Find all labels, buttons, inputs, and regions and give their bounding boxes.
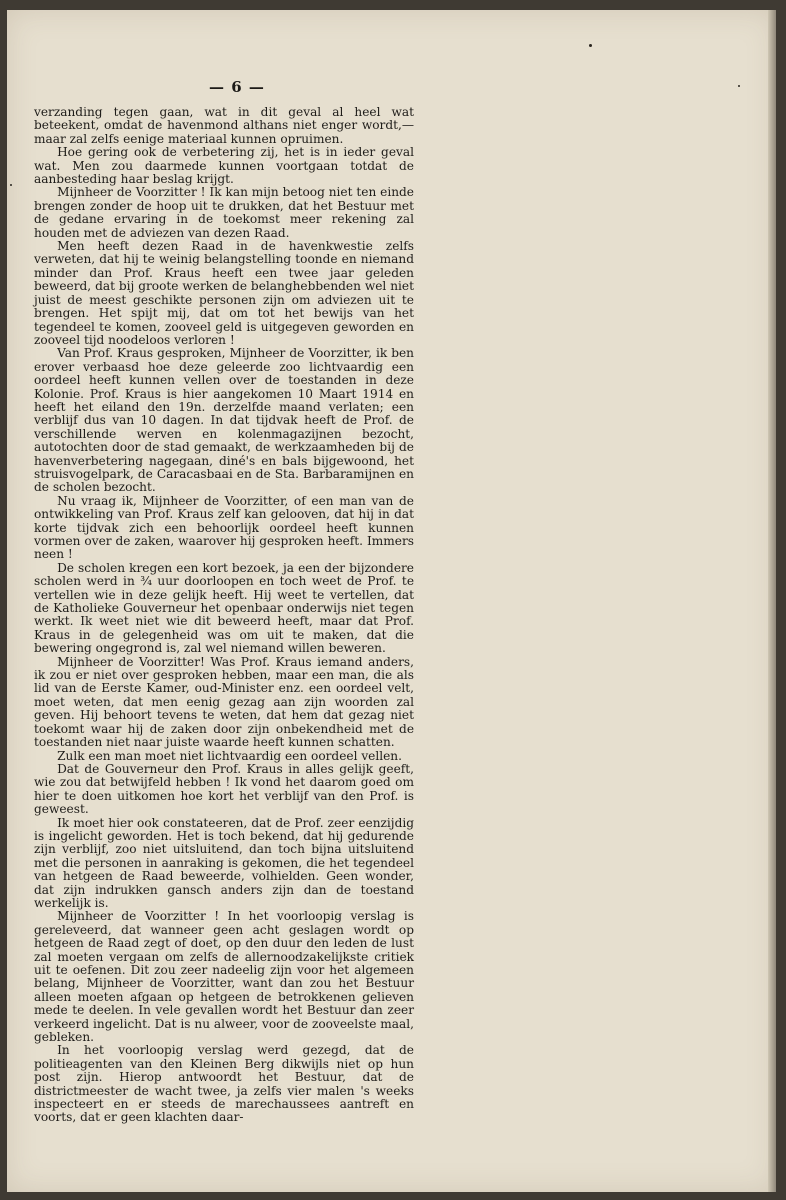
paragraph: In het voorloopig verslag werd gezegd, dat de politieagenten van den Kleinen Berg dikwijls niet op hun post zijn. Hierop antwoordt het Bestuur, dat de districtmeester de wacht twee, ja zelfs vier malen 's weeks inspecteert en er steeds de marechaussees aantreft en voorts, dat er geen klachten daar- [34, 1043, 414, 1125]
paragraph: De scholen kregen een kort bezoek, ja een der bijzondere scholen werd in ¾ uur doorloopen en toch weet de Prof. te vertellen wie in deze gelijk heeft. Hij weet te vertellen, dat de Katholieke Gouverneur het openbaar onderwijs niet tegen werkt. Ik weet niet wie dit beweerd heeft, maar dat Prof. Kraus in de gelegenheid was om uit te maken, dat die bewering ongegrond is, zal wel niemand willen beweren. [34, 560, 414, 656]
paragraph: Mijnheer de Voorzitter ! Ik kan mijn betoog niet ten einde brengen zonder de hoop uit te drukken, dat het Bestuur met de gedane ervaring in de toekomst meer rekening zal houden met de adviezen van dezen Raad. [34, 185, 414, 240]
paragraph: Men heeft dezen Raad in de havenkwestie zelfs verweten, dat hij te weinig belangstelling toonde en niemand minder dan Prof. Kraus heeft een twee jaar geleden beweerd, dat bij groote werken de belanghebbenden wel niet juist de meest geschikte personen zijn om adviezen uit te brengen. Het spijt mij, dat om tot het bewijs van het tegendeel te komen, zooveel geld is uitgegeven geworden en zooveel tijd noodeloos verloren ! [34, 239, 414, 347]
paragraph: Nu vraag ik, Mijnheer de Voorzitter, of een man van de ontwikkeling van Prof. Kraus zelf kan gelooven, dat hij in dat korte tijdvak zich een behoorlijk oordeel heeft kunnen vormen over de zaken, waarover hij gesproken heeft. Immers neen ! [34, 493, 414, 562]
paragraph: Mijnheer de Voorzitter ! In het voorloopig verslag is gereleveerd, dat wanneer geen acht geslagen wordt op hetgeen de Raad zegt of doet, op den duur den leden de lust zal moeten vergaan om zelfs de allernoodzakelijkste critiek uit te oefenen. Dit zou zeer nadeelig zijn voor het algemeen belang, Mijnheer de Voorzitter, want dan zou het Bestuur alleen moeten afgaan op hetgeen de betrokkenen gelieven mede te deelen. In vele gevallen wordt het Bestuur dan zeer verkeerd ingelicht. Dat is nu alweer, voor de zooveelste maal, gebleken. [34, 909, 414, 1045]
page-number: — 6 — [209, 78, 265, 96]
paragraph: Van Prof. Kraus gesproken, Mijnheer de Voorzitter, ik ben erover verbaasd hoe deze geleerde zoo lichtvaardig een oordeel heeft kunnen vellen over de toestanden in deze Kolonie. Prof. Kraus is hier aangekomen 10 Maart 1914 en heeft het eiland den 19n. derzelfde maand verlaten; een verblijf dus van 10 dagen. In dat tijdvak heeft de Prof. de verschillende werven en kolenmagazijnen bezocht, autotochten door de stad gemaakt, de werkzaamheden bij de havenverbetering nagegaan, diné's en bals bijgewoond, het struisvogelpark, de Caracasbaai en de Sta. Barbaramijnen en de scholen bezocht. [34, 346, 414, 495]
paragraph: verzanding tegen gaan, wat in dit geval al heel wat beteekent, omdat de havenmond althans niet enger wordt,—maar zal zelfs eenige materiaal kunnen opruimen. [34, 105, 414, 146]
paper-speck [10, 184, 12, 186]
paragraph: Dat de Gouverneur den Prof. Kraus in alles gelijk geeft, wie zou dat betwijfeld hebben ! Ik vond het daarom goed om hier te doen uitkomen hoe kort het verblijf van den Prof. is geweest. [34, 761, 414, 817]
page-edge [768, 10, 776, 1192]
scanned-page [7, 10, 776, 1192]
paragraph: Hoe gering ook de verbetering zij, het is in ieder geval wat. Men zou daarmede kunnen voortgaan totdat de aanbesteding haar beslag krijgt. [34, 145, 414, 187]
paragraph: Zulk een man moet niet lichtvaardig een oordeel vellen. [57, 748, 402, 763]
paragraph: Ik moet hier ook constateeren, dat de Prof. zeer eenzijdig is ingelicht geworden. Het is toch bekend, dat hij gedurende zijn verblijf, zoo niet uitsluitend, dan toch bijna uitsluitend met die personen in aanraking is gekomen, die het tegendeel van hetgeen de Raad beweerde, volhielden. Geen wonder, dat zijn indrukken gansch anders zijn dan de toestand werkelijk is. [34, 815, 414, 910]
paper-speck [738, 85, 740, 87]
paper-speck [589, 44, 592, 47]
document-body [34, 106, 414, 1125]
paragraph: Mijnheer de Voorzitter! Was Prof. Kraus iemand anders, ik zou er niet over gesproken hebben, maar een man, die als lid van de Eerste Kamer, oud-Minister enz. een oordeel velt, moet weten, dat men eenig gezag aan zijn woorden zal geven. Hij behoort tevens te weten, dat hem dat gezag niet toekomt waar hij de zaken door zijn onbekendheid met de toestanden niet naar juiste waarde heeft kunnen schatten. [34, 654, 414, 750]
